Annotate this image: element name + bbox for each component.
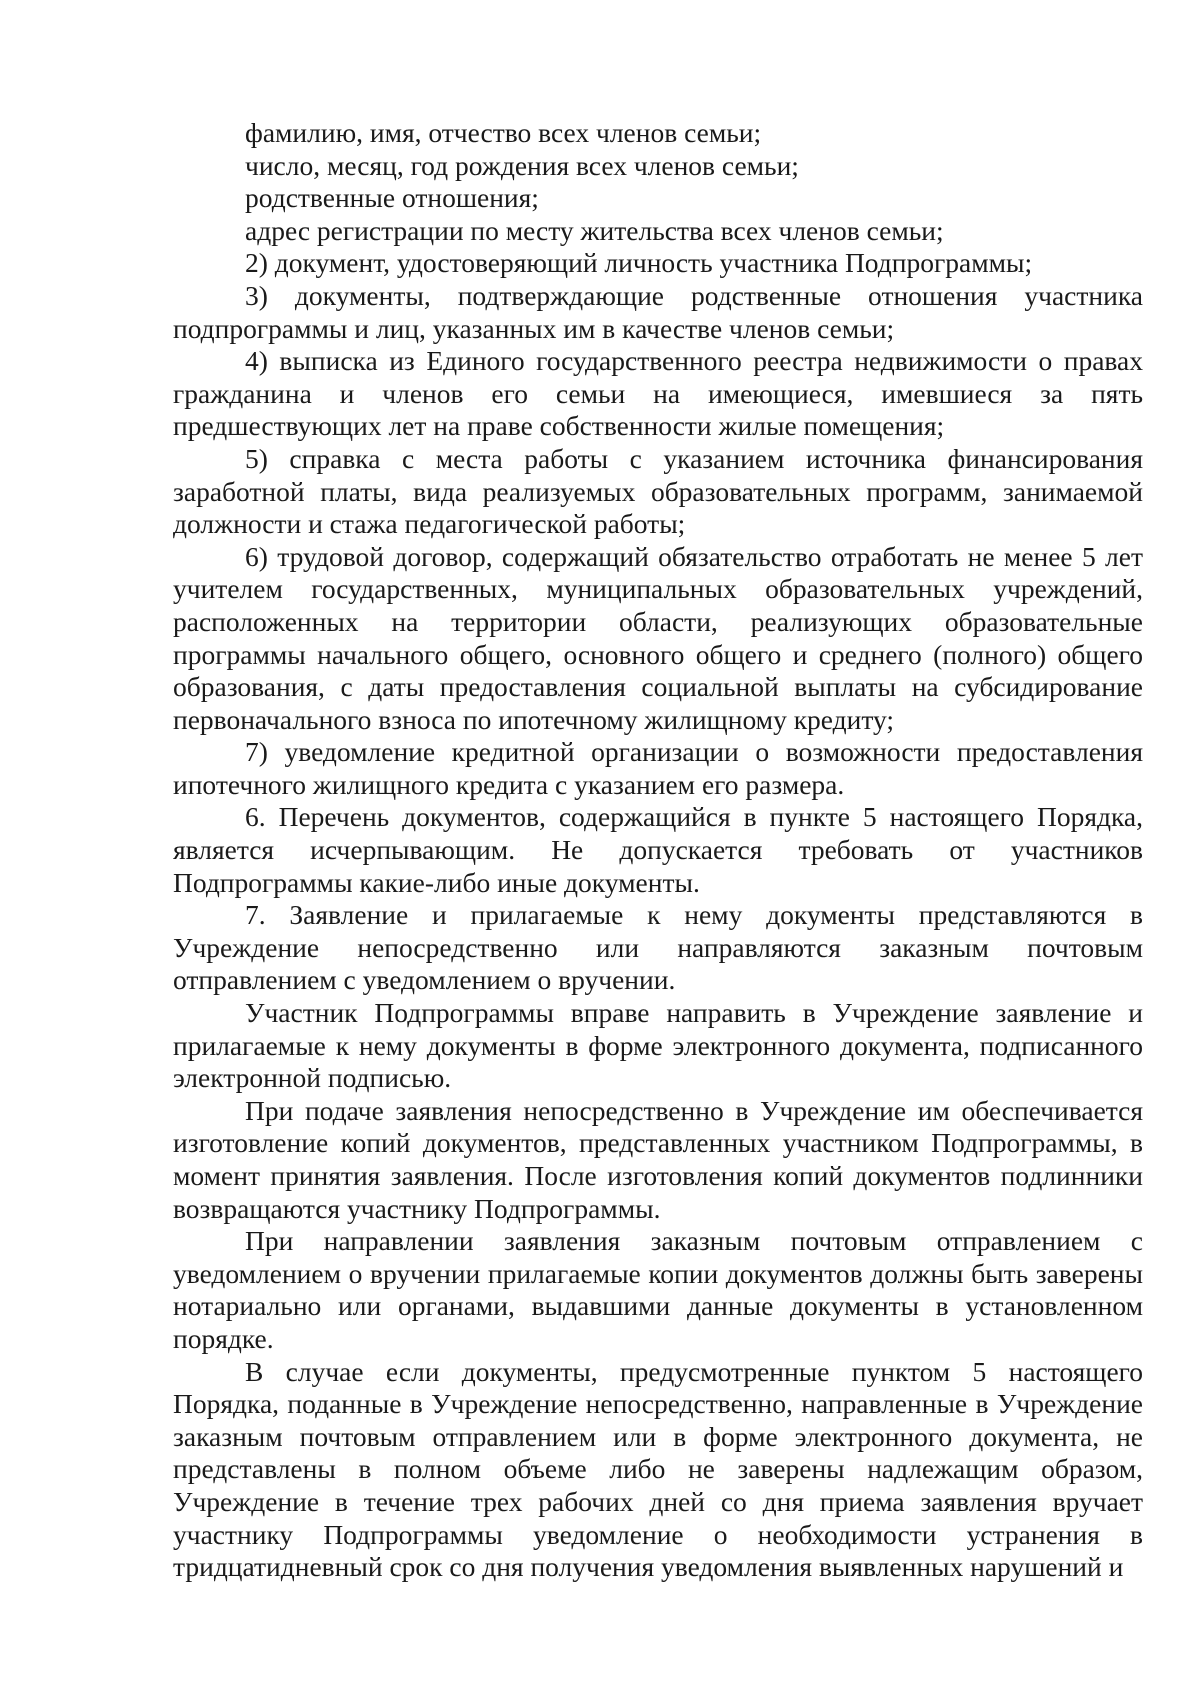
paragraph-item-4: 4) выписка из Единого государственного реестра недвижимости о правах гражданина и членов его семьи на имеющиеся, имевшиеся за пять предшествующих лет на праве собственности жилые помещения; — [173, 345, 1143, 442]
paragraph-birth-dates: число, месяц, год рождения всех членов семьи; — [245, 149, 799, 181]
paragraph-item-5: 5) справка с места работы с указанием источника финансирования заработной платы, вида реализуемых образовательных программ, занимаемой должности и стажа педагогической работы; — [173, 442, 1143, 540]
paragraph-electronic-submission: Участник Подпрограммы вправе направить в Учреждение заявление и прилагаемые к нему документы в форме электронного документа, подписанного электронной подписью. — [173, 997, 1143, 1094]
paragraph-item-2: 2) документ, удостоверяющий личность участника Подпрограммы; — [245, 247, 1033, 279]
paragraph-postal-submission: При направлении заявления заказным почтовым отправлением с уведомлением о вручении прилагаемые копии документов должны быть заверены нотариально или органами, выдавшими данные документы в установленном порядке. — [173, 1225, 1143, 1354]
paragraph-item-7: 7) уведомление кредитной организации о возможности предоставления ипотечного жилищного кредита с указанием его размера. — [173, 736, 1143, 800]
document-body — [173, 117, 1143, 1584]
paragraph-incomplete-documents: В случае если документы, предусмотренные пунктом 5 настоящего Порядка, поданные в Учреждение непосредственно, направленные в Учреждение заказным почтовым отправлением или в форме электронного документа, не представлены в полном объеме либо не заверены надлежащим образом, Учреждение в течение трех рабочих дней со дня приема заявления вручает участнику Подпрограммы уведомление о необходимости устранения в тридцатидневный срок со дня получения уведомления выявленных нарушений и — [173, 1355, 1143, 1583]
paragraph-registration-address: адрес регистрации по месту жительства всех членов семьи; — [245, 214, 944, 246]
paragraph-clause-7: 7. Заявление и прилагаемые к нему документы представляются в Учреждение непосредственно или направляются заказным почтовым отправлением с уведомлением о вручении. — [173, 899, 1143, 996]
paragraph-relations: родственные отношения; — [245, 182, 539, 214]
paragraph-family-names: фамилию, имя, отчество всех членов семьи; — [245, 117, 762, 148]
paragraph-item-3: 3) документы, подтверждающие родственные отношения участника подпрограммы и лиц, указанных им в качестве членов семьи; — [173, 279, 1143, 344]
paragraph-direct-submission: При подаче заявления непосредственно в Учреждение им обеспечивается изготовление копий документов, представленных участником Подпрограммы, в момент принятия заявления. После изготовления копий документов подлинники возвращаются участнику Подпрограммы. — [173, 1094, 1143, 1224]
paragraph-item-6: 6) трудовой договор, содержащий обязательство отработать не менее 5 лет учителем государственных, муниципальных образовательных учреждений, расположенных на территории области, реализующих образовательные программы начального общего, основного общего и среднего (полного) общего образования, с даты предоставления социальной выплаты на субсидирование первоначального взноса по ипотечному жилищному кредиту; — [173, 540, 1143, 735]
paragraph-clause-6: 6. Перечень документов, содержащийся в пункте 5 настоящего Порядка, является исчерпывающим. Не допускается требовать от участников Подпрограммы какие-либо иные документы. — [173, 801, 1143, 898]
